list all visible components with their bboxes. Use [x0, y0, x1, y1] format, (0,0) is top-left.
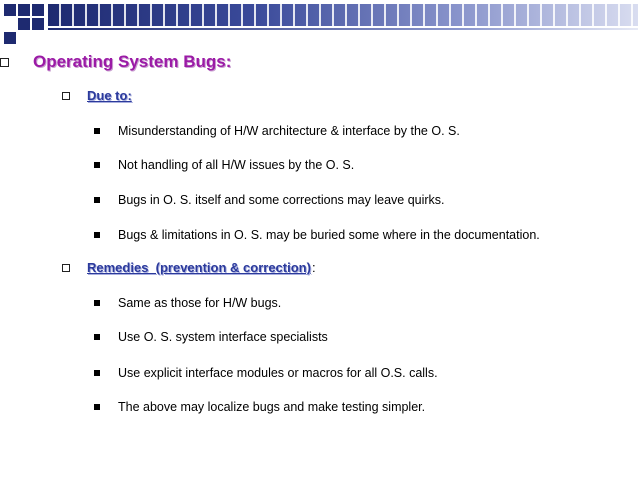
title-row — [0, 52, 231, 72]
section-heading-label: Remedies (prevention & correction) — [87, 260, 311, 275]
square-bullet-icon — [94, 232, 100, 238]
list-item-text: Not handling of all H/W issues by the O. S. — [118, 158, 355, 172]
list-item — [94, 228, 540, 242]
square-bullet-icon — [94, 162, 100, 168]
list-item-text: Misunderstanding of H/W architecture & interface by the O. S. — [118, 124, 460, 138]
list-item-text: The above may localize bugs and make testing simpler. — [118, 400, 426, 414]
list-item-text: Use O. S. system interface specialists — [118, 330, 328, 344]
box-bullet-icon — [62, 264, 70, 272]
section-heading-suffix: : — [311, 260, 316, 275]
list-item-text: Use explicit interface modules or macros for all O.S. calls. — [118, 366, 438, 380]
list-item-text: Bugs & limitations in O. S. may be buried some where in the documentation. — [118, 228, 540, 242]
square-bullet-icon — [94, 128, 100, 134]
list-item — [94, 330, 328, 344]
section-heading-remedies — [62, 260, 316, 275]
list-item-text: Bugs in O. S. itself and some corrections may leave quirks. — [118, 193, 445, 207]
list-item-text: Same as those for H/W bugs. — [118, 296, 282, 310]
box-bullet-icon — [0, 58, 9, 67]
list-item — [94, 400, 425, 414]
slide-title: Operating System Bugs: — [33, 52, 232, 71]
section-heading-label: Due to: — [87, 88, 132, 103]
section-heading-due-to — [62, 88, 133, 103]
list-item — [94, 193, 445, 207]
list-item — [94, 366, 438, 380]
square-bullet-icon — [94, 404, 100, 410]
list-item — [94, 124, 460, 138]
list-item — [94, 296, 281, 310]
square-bullet-icon — [94, 197, 100, 203]
square-bullet-icon — [94, 300, 100, 306]
box-bullet-icon — [62, 92, 70, 100]
list-item — [94, 158, 354, 172]
square-bullet-icon — [94, 370, 100, 376]
square-bullet-icon — [94, 334, 100, 340]
